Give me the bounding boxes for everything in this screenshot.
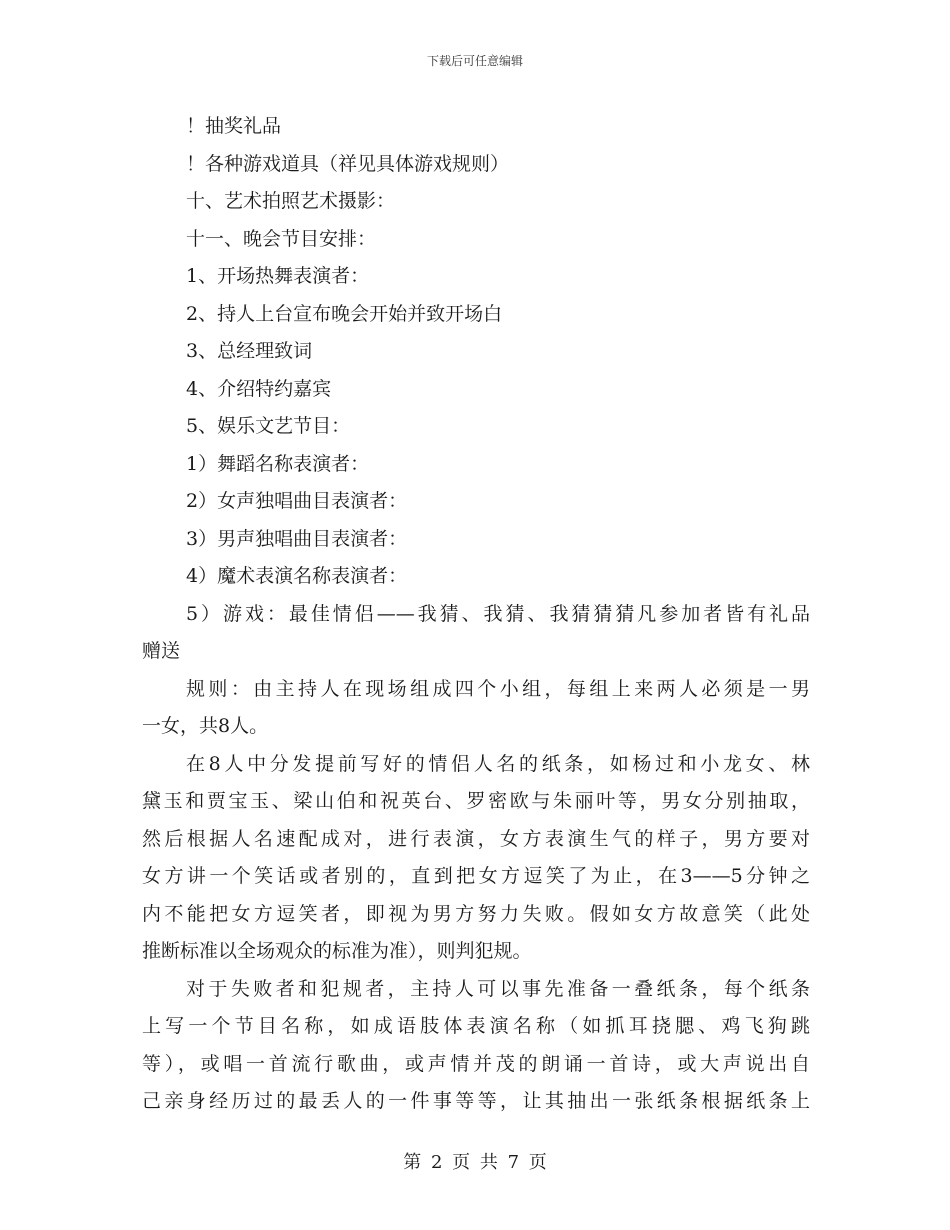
text-line: 女方讲一个笑话或者别的，直到把女方逗笑了为止，在3——5分钟之 — [142, 865, 810, 887]
text-line: 3）男声独唱曲目表演者： — [186, 527, 408, 550]
text-line: 黛玉和贾宝玉、梁山伯和祝英台、罗密欧与朱丽叶等，男女分别抽取， — [142, 790, 810, 812]
text-line: 3、总经理致词 — [186, 340, 313, 362]
text-line: 2、持人上台宣布晚会开始并致开场白 — [186, 302, 503, 325]
text-line: 己亲身经历过的最丢人的一件事等等，让其抽出一张纸条根据纸条上 — [142, 1090, 810, 1112]
text-line: 在8人中分发提前写好的情侣人名的纸条，如杨过和小龙女、林 — [186, 752, 810, 775]
text-line: 4）魔术表演名称表演者： — [186, 565, 408, 587]
text-line: 5）游戏：最佳情侣——我猜、我猜、我猜猜猜凡参加者皆有礼品 — [186, 602, 810, 625]
text-line: 等），或唱一首流行歌曲，或声情并茂的朗诵一首诗，或大声说出自 — [142, 1052, 810, 1075]
text-line: 4、介绍特约嘉宾 — [186, 377, 332, 400]
text-line: 赠送 — [142, 640, 181, 662]
text-line: 1、开场热舞表演者： — [186, 265, 370, 287]
text-line: 一女，共8人。 — [142, 715, 269, 737]
text-line: 十一、晚会节目安排： — [186, 227, 377, 250]
text-line: 内不能把女方逗笑者，即视为男方努力失败。假如女方故意笑（此处 — [142, 902, 810, 925]
text-line: 规则：由主持人在现场组成四个小组，每组上来两人必须是一男 — [186, 677, 810, 700]
text-line: 十、艺术拍照艺术摄影： — [186, 190, 396, 212]
text-line: 5、娱乐文艺节目： — [186, 415, 351, 437]
text-line: ！抽奖礼品 — [186, 115, 282, 137]
document-body — [142, 108, 810, 1121]
text-line: 然后根据人名速配成对，进行表演，女方表演生气的样子，男方要对 — [142, 827, 810, 850]
text-line: 2）女声独唱曲目表演者： — [186, 490, 408, 512]
text-line: 推断标准以全场观众的标准为准），则判犯规。 — [142, 940, 532, 962]
text-line: 对于失败者和犯规者，主持人可以事先准备一叠纸条，每个纸条 — [186, 977, 810, 1000]
text-line: 上写一个节目名称，如成语肢体表演名称（如抓耳挠腮、鸡飞狗跳 — [142, 1015, 810, 1037]
text-line: 1）舞蹈名称表演者： — [186, 452, 370, 475]
page-header: 下载后可任意编辑 — [426, 54, 523, 68]
text-line: ！各种游戏道具（祥见具体游戏规则） — [186, 152, 510, 175]
page-footer: 第 2 页 共 7 页 — [403, 1152, 547, 1173]
